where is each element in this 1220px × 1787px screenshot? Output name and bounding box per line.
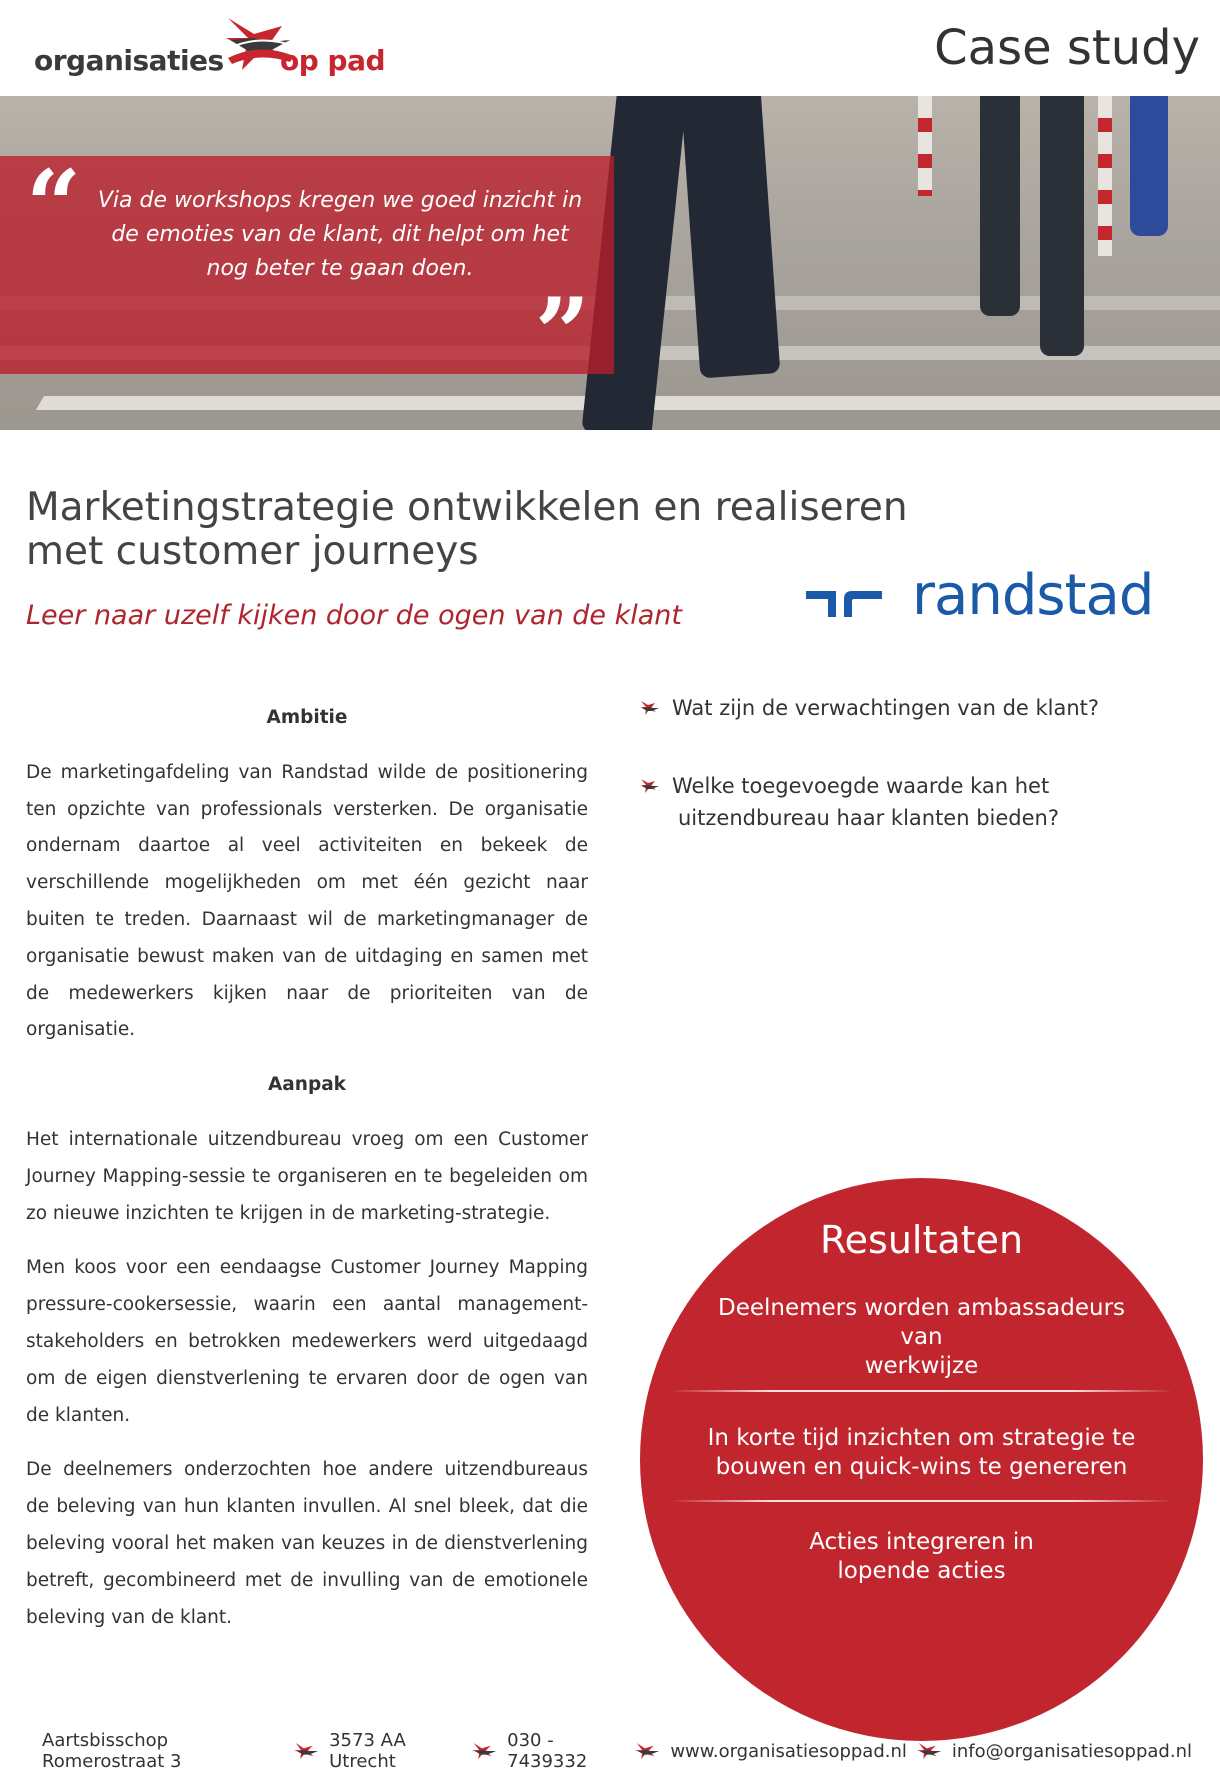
hero-banner — [0, 96, 1220, 430]
question-text: Welke toegevoegde waarde kan het — [672, 774, 1050, 798]
main-content — [26, 700, 588, 1636]
result-text: lopende acties — [837, 1558, 1006, 1584]
result-text: Deelnemers worden ambassadeurs van — [717, 1295, 1126, 1350]
footer-email-link[interactable]: info@organisatiesoppad.nl — [951, 1740, 1192, 1762]
walker-leg — [1130, 96, 1168, 236]
contact-footer — [42, 1730, 1192, 1772]
walker-leg — [1040, 96, 1084, 356]
question-item — [640, 692, 1160, 724]
page-title-line-2: met customer journeys — [26, 529, 479, 574]
client-logo — [806, 563, 1162, 633]
question-list — [640, 692, 1160, 834]
testimonial-quote — [0, 149, 614, 390]
close-quote-icon: ” — [534, 277, 590, 390]
question-text-continued: uitzendbureau haar klanten bieden? — [678, 806, 1060, 830]
ambitie-heading: Ambitie — [266, 707, 348, 728]
page-title-line-1: Marketingstrategie ontwikkelen en realiseren — [26, 485, 908, 530]
bird-star-icon — [640, 778, 660, 794]
footer-website-link[interactable]: www.organisatiesoppad.nl — [670, 1740, 907, 1762]
document-type-label: Case study — [934, 20, 1200, 76]
result-text: Acties integreren in — [809, 1529, 1034, 1555]
result-text: In korte tijd inzichten om strategie te — [707, 1425, 1136, 1451]
testimonial-text: Via de workshops kregen we goed inzicht in de emoties van de klant, dit helpt om het nog beter te gaan doen. — [97, 188, 583, 281]
aanpak-paragraph: Het internationale uitzendbureau vroeg om een Customer Journey Mapping-sessie te organiseren en te begeleiden om zo nieuwe inzichten te krijgen in de marketing-strategie. — [26, 1128, 588, 1224]
aanpak-heading: Aanpak — [267, 1074, 346, 1096]
page-title — [26, 486, 926, 574]
bird-star-icon — [472, 1741, 497, 1761]
results-circle — [640, 1178, 1203, 1741]
street-pole — [918, 96, 932, 196]
results-divider — [670, 1390, 1173, 1392]
bird-star-icon — [635, 1741, 660, 1761]
aanpak-paragraph: De deelnemers onderzochten hoe andere uitzendbureaus de beleving van hun klanten invullen. Al snel bleek, dat die beleving vooral het maken van keuzes in de dienstverlening betreft, gecombineerd met de invulling van de emotionele beleving van de klant. — [26, 1459, 588, 1628]
result-item — [700, 1294, 1143, 1381]
logo-word-organisaties: organisaties — [34, 44, 224, 77]
result-text: werkwijze — [864, 1353, 979, 1379]
client-brand-name: randstad — [912, 563, 1154, 628]
bird-star-icon — [917, 1741, 942, 1761]
open-quote-icon: “ — [26, 149, 82, 262]
logo-word-op-pad: op pad — [280, 44, 386, 77]
bird-star-icon — [640, 700, 660, 716]
footer-postal: 3573 AA Utrecht — [329, 1730, 406, 1772]
walker-leg — [680, 96, 781, 378]
result-item — [700, 1528, 1143, 1586]
walker-leg — [980, 96, 1020, 316]
company-logo — [34, 10, 394, 80]
result-item — [700, 1424, 1143, 1482]
results-title: Resultaten — [819, 1218, 1024, 1262]
ambitie-text: De marketingafdeling van Randstad wilde de positionering ten opzichte van professionals versterken. De organisatie ondernam daartoe al veel activiteiten en bekeek de verschillende mogelijkheden om met één gezicht naar buiten te treden. Daarnaast wil de marketingmanager de organisatie bewust maken van de uitdaging en samen met de medewerkers kijken naar de prioriteiten van de organisatie. — [26, 761, 588, 1041]
question-item — [640, 770, 1160, 834]
randstad-logo-mark-icon — [806, 587, 882, 617]
results-divider — [670, 1500, 1173, 1502]
bird-star-icon — [294, 1741, 319, 1761]
aanpak-paragraph: Men koos voor een eendaagse Customer Journey Mapping pressure-cookersessie, waarin een aantal management-stakeholders en betrokken medewerkers werd uitgedaagd om de eigen dienstverlening te ervaren door de ogen van de klanten. — [26, 1257, 588, 1426]
result-text: bouwen en quick-wins te genereren — [715, 1454, 1128, 1480]
footer-address: Aartsbisschop Romerostraat 3 — [42, 1730, 182, 1772]
street-pole — [1098, 96, 1112, 256]
page-subtitle: Leer naar uzelf kijken door de ogen van de klant — [26, 600, 682, 631]
question-text: Wat zijn de verwachtingen van de klant? — [672, 696, 1100, 720]
footer-phone[interactable]: 030 - 7439332 — [507, 1730, 588, 1772]
